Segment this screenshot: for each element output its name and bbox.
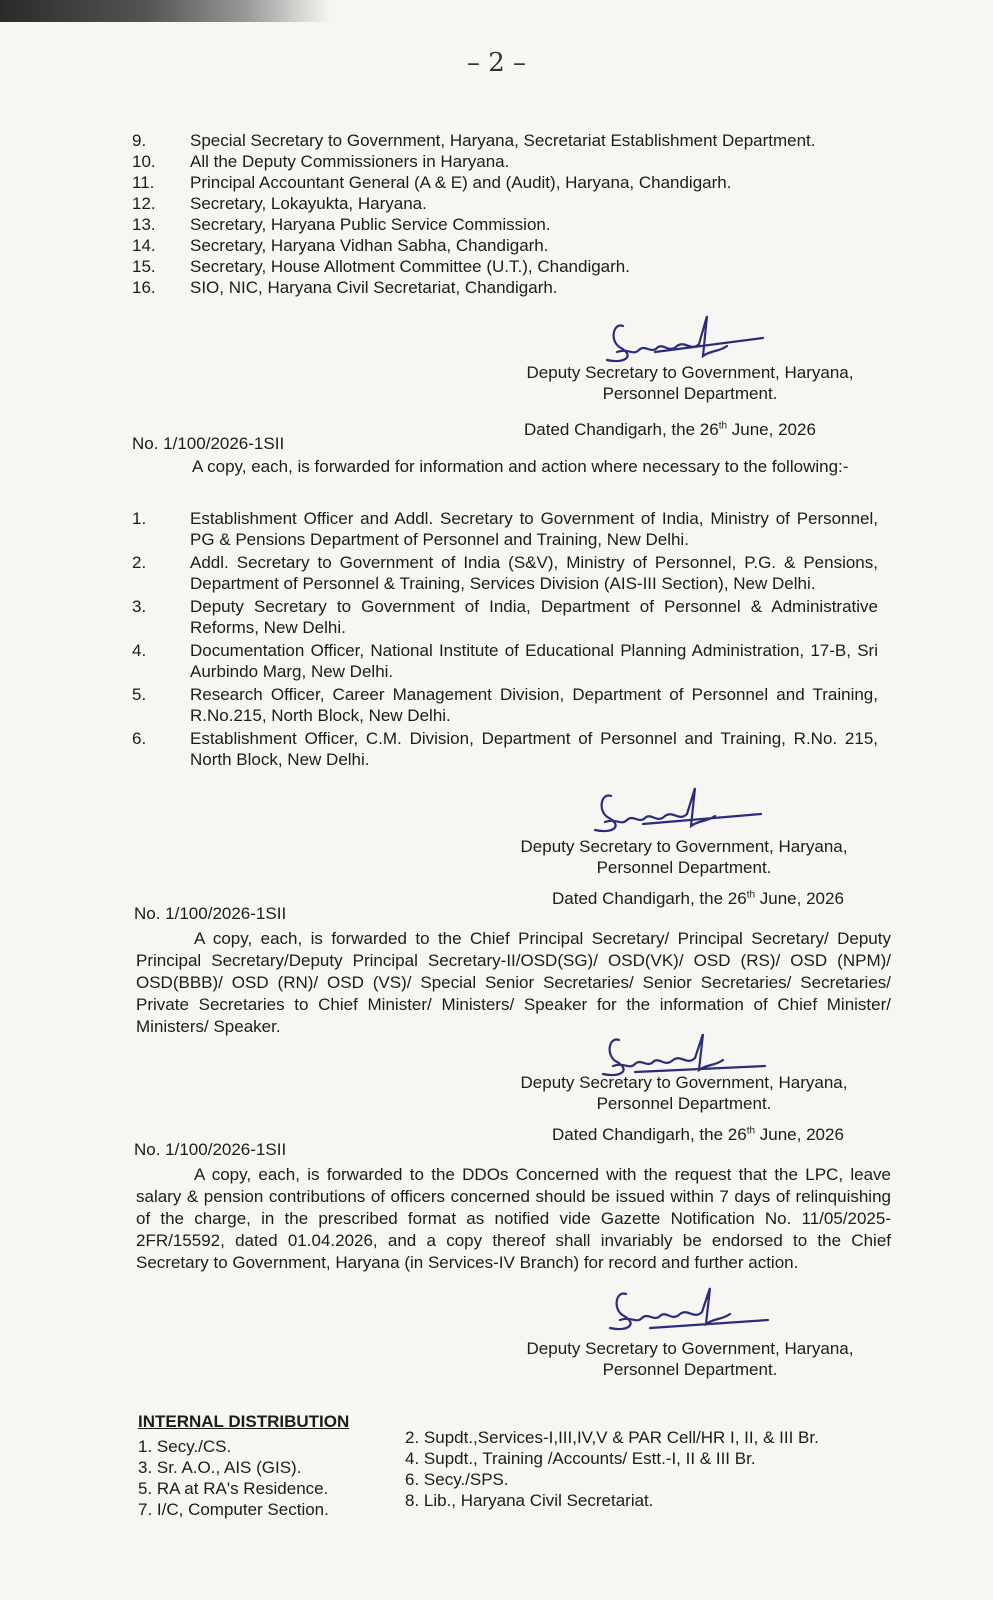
internal-distribution-heading: INTERNAL DISTRIBUTION [138,1412,350,1431]
list-item: 2. Addl. Secretary to Government of India (S&V), Ministry of Personnel, P.G. & Pensions, Department of Personnel & Training, Services Division (AIS-III Section), New Delhi. [132,553,878,593]
list-item: 3. Sr. A.O., AIS (GIS). [138,1458,302,1477]
endorsement-intro: A copy, each, is forwarded for information and action where necessary to the following:- [192,457,849,476]
page-number: – 2 – [466,48,527,78]
internal-distribution-right [405,1427,819,1511]
endorsement-number: No. 1/100/2026-1SII [132,434,285,453]
endorsement-date: Dated Chandigarh, the 26th June, 2026 [552,889,844,908]
list-item: 15. Secretary, House Allotment Committee (U.T.), Chandigarh. [132,257,630,276]
list-item: 1. Secy./CS. [138,1437,232,1456]
signature-mark [600,1284,775,1344]
signature-block: Deputy Secretary to Government, Haryana, Personnel Department. [520,1073,848,1113]
list-item: 9. Special Secretary to Government, Haryana, Secretariat Establishment Department. [132,131,816,150]
signature-mark [585,784,770,844]
endorsement-date: Dated Chandigarh, the 26th June, 2026 [524,420,816,439]
endorsement-paragraph: A copy, each, is forwarded to the DDOs Concerned with the request that the LPC, leave salary & pension contributions of officers concerned should be issued within 7 days of relinquishing of the charge, in the prescribed format as notified vide Gazette Notification No. 11/05/2025-2FR/15592, dated 01.04.2026, and a copy thereof shall invariably be endorsed to the Chief Secretary to Government, Haryana (in Services-IV Branch) for record and further action. [136,1165,891,1272]
signature-block: Deputy Secretary to Government, Haryana, Personnel Department. [520,837,848,877]
endorsement-number: No. 1/100/2026-1SII [134,1140,287,1159]
signature-block: Deputy Secretary to Government, Haryana, Personnel Department. [526,1339,854,1379]
list-item: 13. Secretary, Haryana Public Service Commission. [132,215,551,234]
list-item: 6. Secy./SPS. [405,1470,509,1489]
list-item: 5. RA at RA's Residence. [138,1479,329,1498]
list-item: 10. All the Deputy Commissioners in Haryana. [132,152,510,171]
distribution-list-top [132,130,892,298]
list-item: 14. Secretary, Haryana Vidhan Sabha, Chandigarh. [132,236,549,255]
internal-distribution-left [138,1436,329,1520]
list-item: 11. Principal Accountant General (A & E) and (Audit), Haryana, Chandigarh. [132,173,732,192]
endorsement-paragraph: A copy, each, is forwarded to the Chief Principal Secretary/ Principal Secretary/ Deputy Principal Secretary/Deputy Principal Secretary-II/OSD(SG)/ OSD(VK)/ OSD (RS)/ OSD (NPM)/ OSD(BBB)/ OSD (RN)/ OSD (VS)/ Special Senior Secretaries/ Senior Secretaries/ Secretaries/ Private Secretaries to Chief Minister/ Ministers/ Speaker for the information of Chief Minister/ Ministers/ Speaker. [136,929,891,1036]
list-item: 6. Establishment Officer, C.M. Division, Department of Personnel and Training, R.No. 215, North Block, New Delhi. [132,729,878,769]
list-item: 8. Lib., Haryana Civil Secretariat. [405,1491,654,1510]
endorsement-date: Dated Chandigarh, the 26th June, 2026 [552,1125,844,1144]
list-item: 7. I/C, Computer Section. [138,1500,329,1519]
list-item: 3. Deputy Secretary to Government of India, Department of Personnel & Administrative Reforms, New Delhi. [132,597,878,637]
scan-edge-shadow [0,0,330,22]
endorsement-list [132,508,878,770]
list-item: 16. SIO, NIC, Haryana Civil Secretariat, Chandigarh. [132,278,558,297]
signature-block: Deputy Secretary to Government, Haryana, Personnel Department. [526,363,854,403]
list-item: 12. Secretary, Lokayukta, Haryana. [132,194,427,213]
list-item: 4. Documentation Officer, National Institute of Educational Planning Administration, 17-B, Sri Aurbindo Marg, New Delhi. [132,641,878,681]
list-item: 5. Research Officer, Career Management Division, Department of Personnel and Training, R.No.215, North Block, New Delhi. [132,685,878,725]
list-item: 4. Supdt., Training /Accounts/ Estt.-I, II & III Br. [405,1449,756,1468]
endorsement-number: No. 1/100/2026-1SII [134,904,287,923]
list-item: 2. Supdt.,Services-I,III,IV,V & PAR Cell/HR I, II, & III Br. [405,1428,819,1447]
list-item: 1. Establishment Officer and Addl. Secretary to Government of India, Ministry of Personnel, PG & Pensions Department of Personnel and Training, New Delhi. [132,509,878,549]
